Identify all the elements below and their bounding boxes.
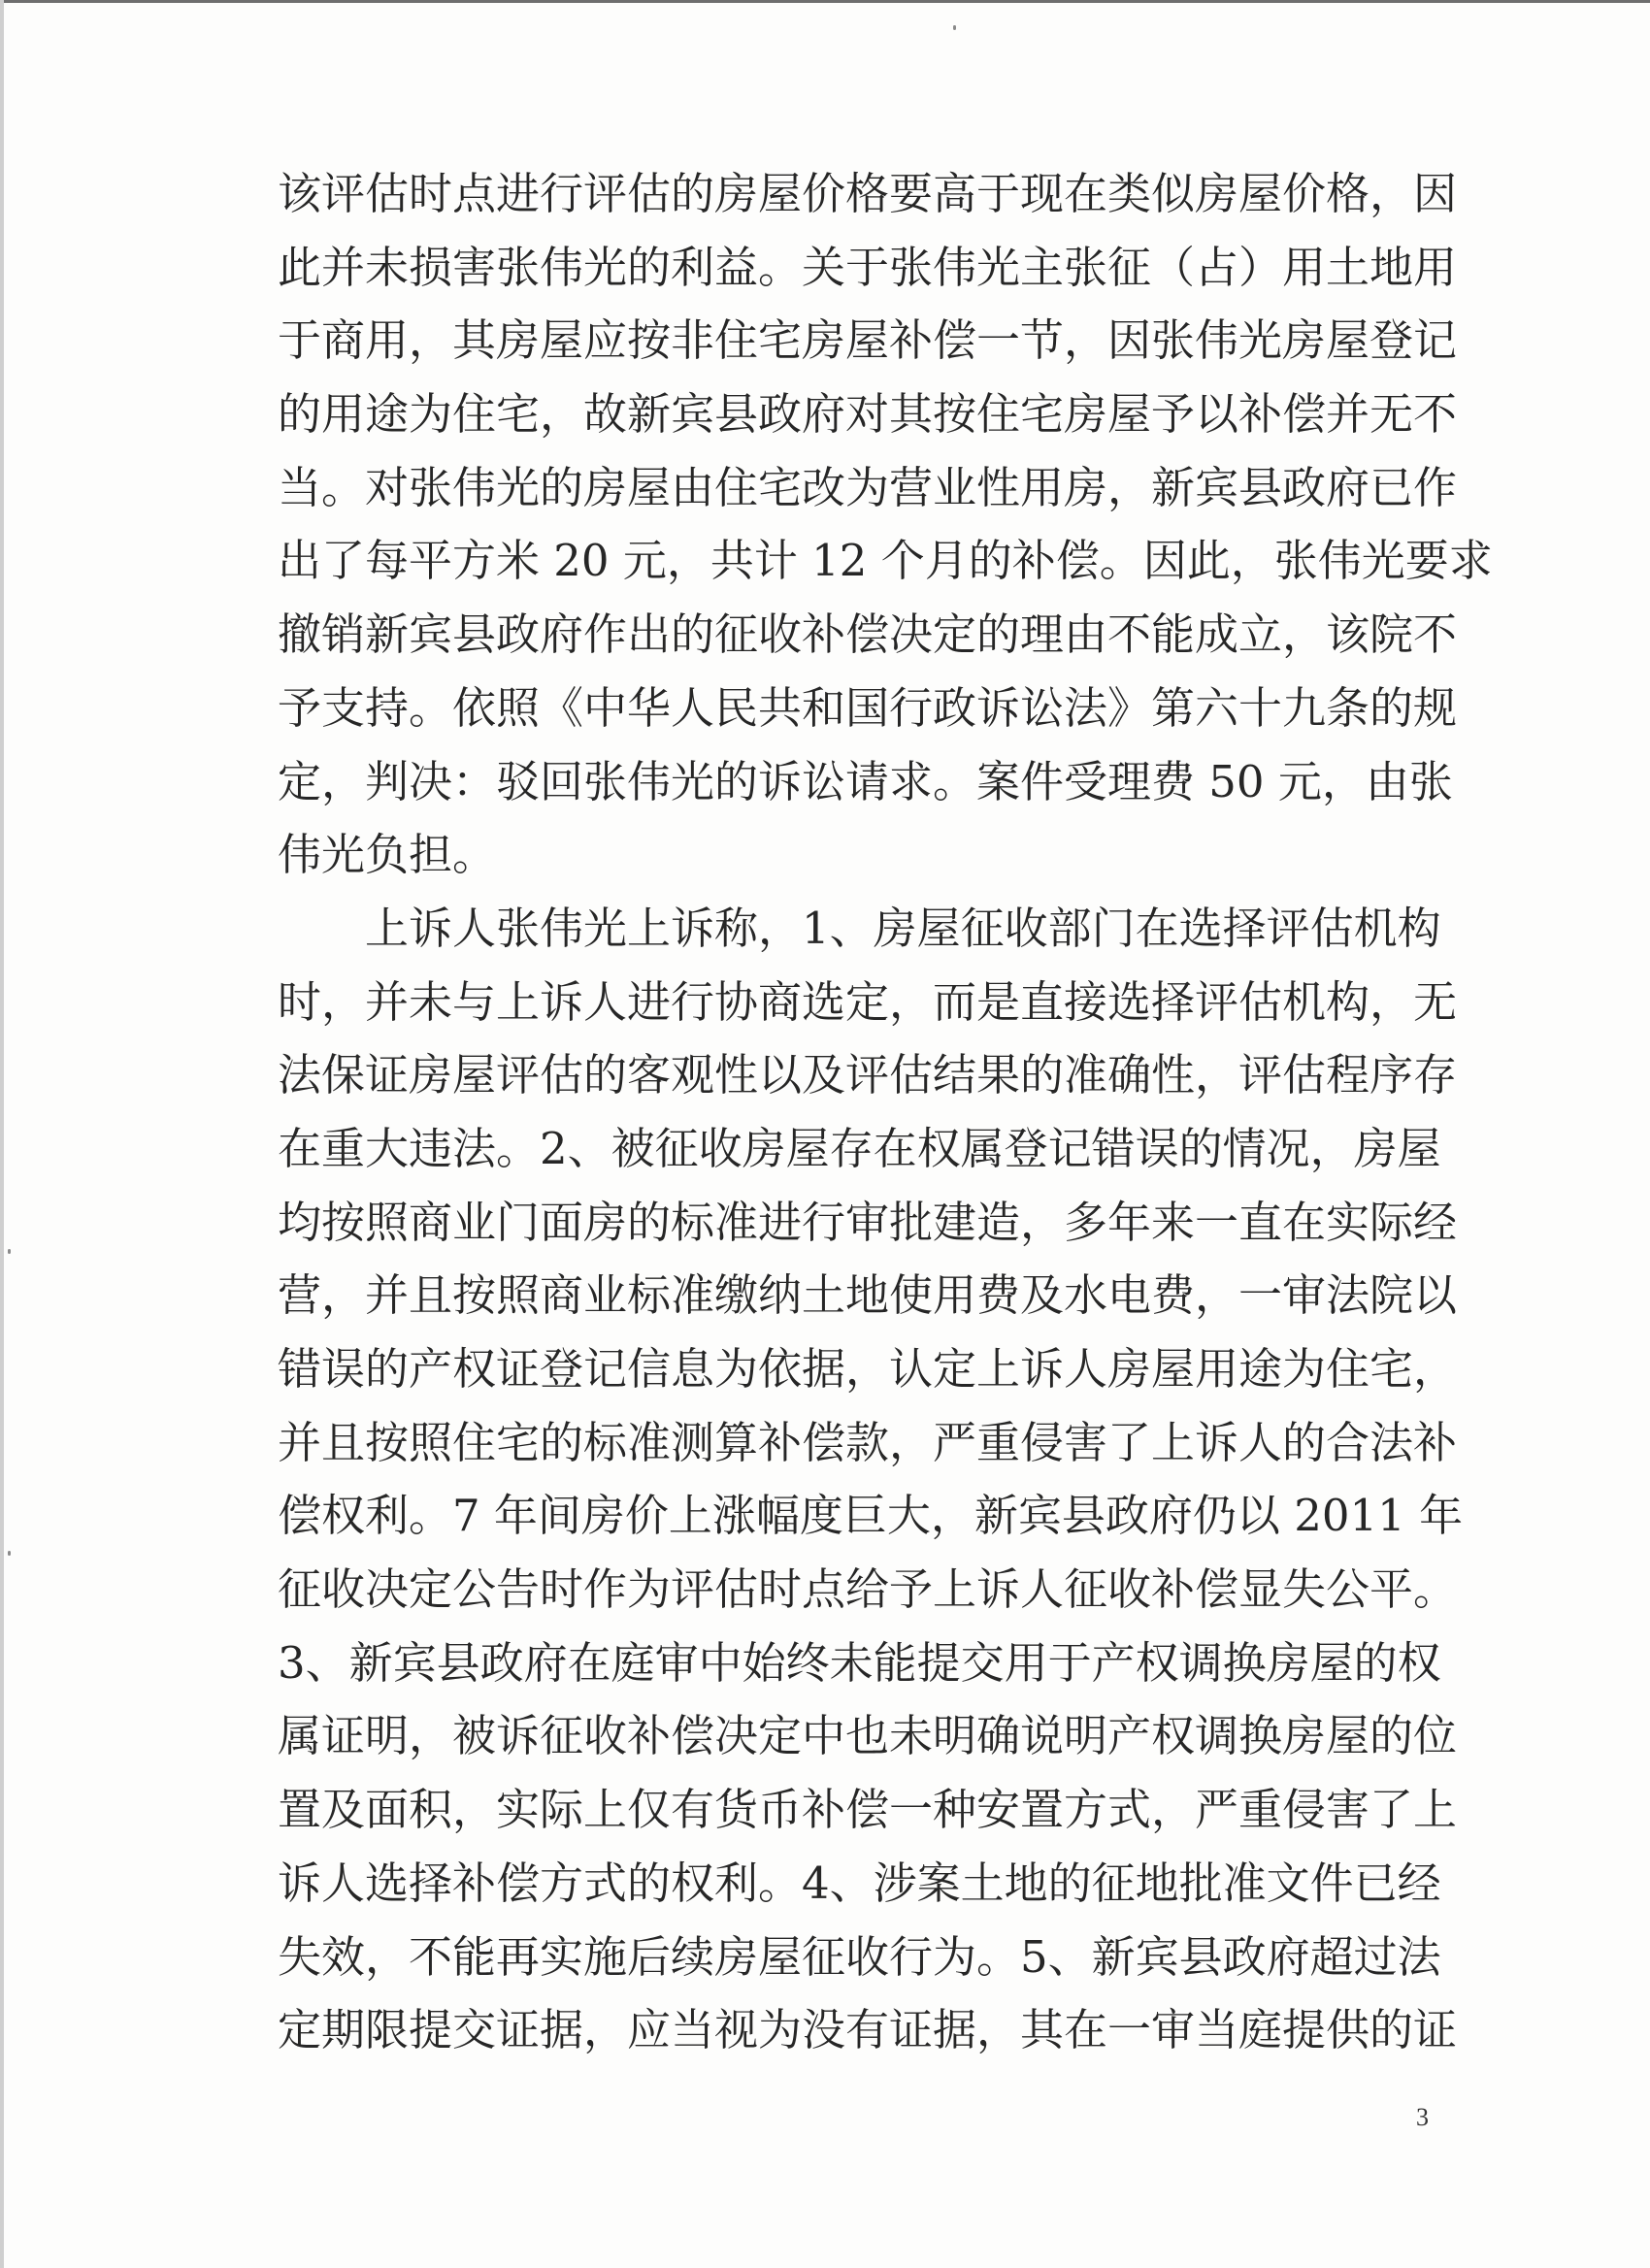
page-number: 3: [1416, 2103, 1429, 2131]
text-line: 征收决定公告时作为评估时点给予上诉人征收补偿显失公平。: [278, 1563, 1458, 1616]
text-line: 属证明，被诉征收补偿决定中也未明确说明产权调换房屋的位: [278, 1710, 1458, 1762]
scan-left-border: [0, 0, 4, 2268]
text-line: 的用途为住宅，故新宾县政府对其按住宅房屋予以补偿并无不: [278, 388, 1458, 441]
text-line: 在重大违法。2、被征收房屋存在权属登记错误的情况，房屋: [278, 1122, 1441, 1174]
text-line: 均按照商业门面房的标准进行审批建造，多年来一直在实际经: [278, 1196, 1458, 1248]
text-line: 撤销新宾县政府作出的征收补偿决定的理由不能成立，该院不: [278, 608, 1458, 661]
scan-speck: [8, 1551, 11, 1556]
text-line: 3、新宾县政府在庭审中始终未能提交用于产权调换房屋的权: [278, 1636, 1441, 1689]
text-line: 予支持。依照《中华人民共和国行政诉讼法》第六十九条的规: [278, 681, 1458, 734]
text-line: 该评估时点进行评估的房屋价格要高于现在类似房屋价格，因: [278, 168, 1458, 219]
text-line: 营，并且按照商业标准缴纳土地使用费及水电费，一审法院以: [278, 1269, 1458, 1322]
text-line: 失效，不能再实施后续房屋征收行为。5、新宾县政府超过法: [278, 1930, 1441, 1983]
scan-top-border: [0, 0, 1650, 3]
text-line: 于商用，其房屋应按非住宅房屋补偿一节，因张伟光房屋登记: [278, 314, 1458, 367]
text-line: 伟光负担。: [278, 829, 497, 881]
text-line: 此并未损害张伟光的利益。关于张伟光主张征（占）用土地用: [278, 241, 1458, 293]
text-line: 诉人选择补偿方式的权利。4、涉案土地的征地批准文件已经: [278, 1857, 1441, 1909]
document-body: [278, 157, 1493, 2067]
text-line: 时，并未与上诉人进行协商选定，而是直接选择评估机构，无: [278, 975, 1458, 1028]
scan-speck: [8, 1249, 11, 1254]
text-line: 错误的产权证登记信息为依据，认定上诉人房屋用途为住宅，: [278, 1343, 1458, 1395]
text-line: 偿权利。7 年间房价上涨幅度巨大，新宾县政府仍以 2011 年: [278, 1490, 1464, 1542]
paragraph-start-line: 上诉人张伟光上诉称，1、房屋征收部门在选择评估机构: [365, 902, 1441, 954]
text-line: 定，判决：驳回张伟光的诉讼请求。案件受理费 50 元，由张: [278, 755, 1453, 807]
text-line: 出了每平方米 20 元，共计 12 个月的补偿。因此，张伟光要求: [278, 535, 1493, 587]
text-line: 并且按照住宅的标准测算补偿款，严重侵害了上诉人的合法补: [278, 1416, 1458, 1468]
text-line: 当。对张伟光的房屋由住宅改为营业性用房，新宾县政府已作: [278, 461, 1458, 513]
scan-speck: [953, 25, 956, 30]
text-line: 定期限提交证据，应当视为没有证据，其在一审当庭提供的证: [278, 2004, 1458, 2056]
text-line: 置及面积，实际上仅有货币补偿一种安置方式，严重侵害了上: [278, 1784, 1458, 1836]
text-line: 法保证房屋评估的客观性以及评估结果的准确性，评估程序存: [278, 1049, 1458, 1101]
